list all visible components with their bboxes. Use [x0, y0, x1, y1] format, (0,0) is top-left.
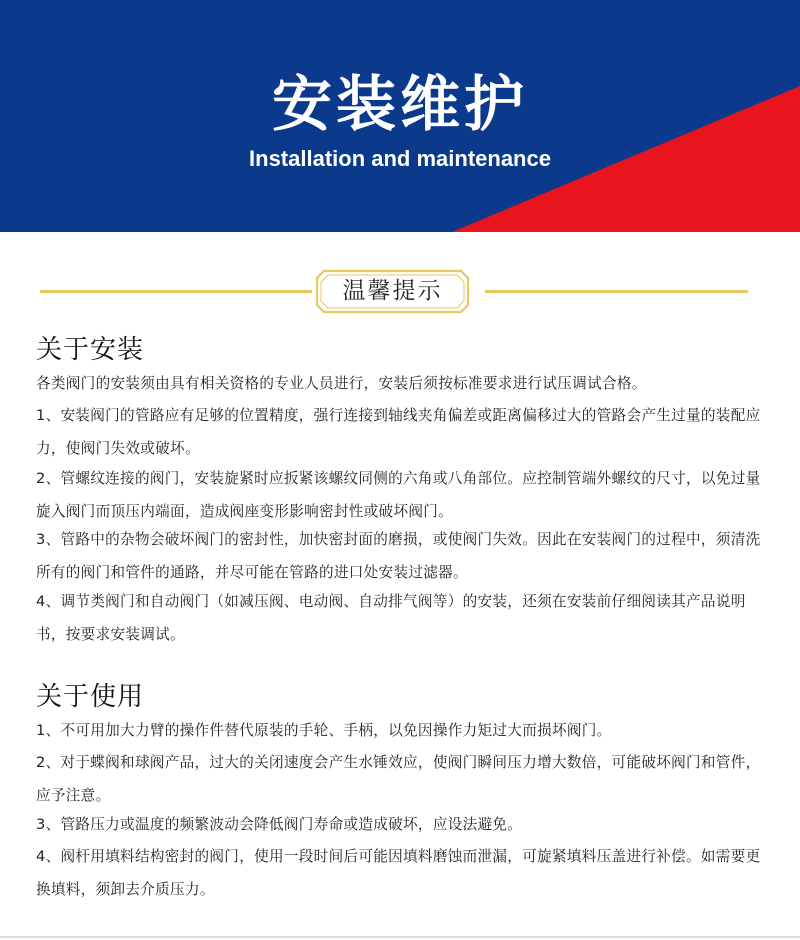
banner-subtitle: Installation and maintenance: [249, 146, 551, 171]
bottom-divider: [0, 936, 800, 938]
install-intro: 各类阀门的安装须由具有相关资格的专业人员进行，安装后须按标准要求进行试压调试合格。: [36, 375, 647, 392]
usage-item-1: 1、不可用加大力臂的操作件替代原装的手轮、手柄，以免因操作力矩过大而损坏阀门。: [36, 722, 612, 739]
install-item-3: 3、管路中的杂物会破坏阀门的密封性，加快密封面的磨损，或使阀门失效。因此在安装阀门的过程中，须清洗所有的阀门和管件的通路，并尽可能在管路的进口处安装过滤器。: [36, 531, 761, 581]
tip-divider-left: [40, 290, 312, 293]
usage-item-2: 2、对于蝶阀和球阀产品，过大的关闭速度会产生水锤效应，使阀门瞬间压力增大数倍，可能破坏阀门和管件，应予注意。: [36, 754, 761, 804]
usage-heading: 关于使用: [36, 682, 145, 712]
install-item-1: 1、安装阀门的管路应有足够的位置精度，强行连接到轴线夹角偏差或距离偏移过大的管路会产生过量的装配应力，使阀门失效或破坏。: [36, 407, 761, 457]
header-banner: [0, 0, 800, 232]
install-item-4: 4、调节类阀门和自动阀门（如减压阀、电动阀、自动排气阀等）的安装，还须在安装前仔细阅读其产品说明书，按要求安装调试。: [36, 593, 746, 643]
tip-label: 温馨提示: [342, 278, 443, 304]
tip-divider-right: [485, 290, 748, 293]
usage-item-3: 3、管路压力或温度的频繁波动会降低阀门寿命或造成破坏，应设法避免。: [36, 816, 523, 833]
tip-badge: [314, 268, 471, 315]
install-heading: 关于安装: [36, 335, 145, 365]
usage-item-4: 4、阀杆用填料结构密封的阀门，使用一段时间后可能因填料磨蚀而泄漏，可旋紧填料压盖进行补偿。如需要更换填料，须卸去介质压力。: [36, 848, 761, 898]
banner-title: 安装维护: [272, 70, 528, 140]
install-item-2: 2、管螺纹连接的阀门，安装旋紧时应扳紧该螺纹同侧的六角或八角部位。应控制管端外螺纹的尺寸，以免过量旋入阀门而顶压内端面，造成阀座变形影响密封性或破坏阀门。: [36, 470, 761, 520]
